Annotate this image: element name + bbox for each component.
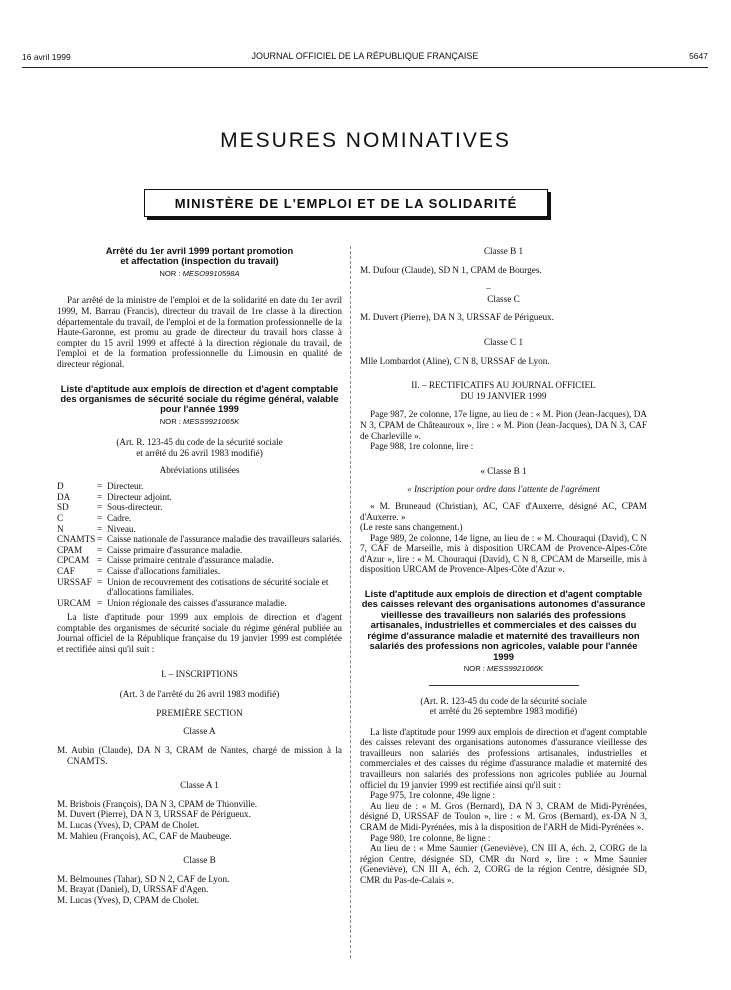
saunier-entry: Au lieu de : « Mme Saunier (Geneviève), CN III A, éch. 2, CORG de la région Centre, désignée SD, CMR du Nord », lire : « Mme Saunier (Geneviève), CN III A, éch. 2, CORG de la région Centre, désignée SD, CMR du Pas-de-Calais ».	[360, 843, 647, 885]
art-reference	[57, 437, 342, 458]
art-reference-line-2: et arrêté du 26 avril 1983 modifié)	[136, 447, 263, 458]
page980-ref: Page 980, 1re colonne, 8e ligne :	[370, 832, 491, 843]
abbr-equals: =	[97, 502, 103, 513]
abbr-equals: =	[97, 576, 103, 587]
abbr-code: CNAMTS	[57, 534, 96, 545]
nor-label: NOR :	[463, 663, 485, 673]
section-rectificatifs	[360, 380, 647, 401]
abbr-code: CPCAM	[57, 555, 90, 566]
abbr-equals: =	[97, 523, 103, 534]
art3-reference: (Art. 3 de l'arrêté du 26 avril 1983 modifié)	[119, 689, 280, 700]
list-item: M. Brayat (Daniel), D, URSSAF d'Agen.	[57, 884, 209, 895]
classe-c-heading: Classe C	[487, 293, 520, 304]
arrete-title-line-2: et affectation (inspection du travail)	[120, 255, 279, 267]
classe-b-heading: Classe B	[183, 855, 216, 866]
header-rule	[22, 67, 708, 68]
list-item: M. Belmounes (Tahar), SD N 2, CAF de Lyon.	[57, 873, 230, 884]
rectificatif-p3: Page 989, 2e colonne, 14e ligne, au lieu de : « M. Chouraqui (David), C N 7, CAF de Marseille, mis à disposition URCAM de Provence-Alpes-Côte d'Azur », lire : « M. Chouraqui (David), C N 8, CPCAM de Marseille, mis à disposition URCAM de Provence-Alpes-Côte d'Azur ».	[360, 532, 647, 575]
abbr-meaning: Niveau.	[107, 523, 136, 534]
abbr-code: CPAM	[57, 544, 83, 555]
list-item: M. Brisbois (François), DA N 3, CPAM de Thionville.	[57, 798, 258, 809]
abbr-equals: =	[97, 544, 103, 555]
classe-c-list	[360, 312, 647, 323]
abbr-equals: =	[97, 534, 103, 545]
art-reference-2-line-1: (Art. R. 123-45 du code de la sécurité sociale	[420, 695, 587, 706]
art-reference-2-line-2: et arrêté du 26 septembre 1983 modifié)	[429, 706, 578, 717]
list-item: M. Duvert (Pierre), DA N 3, URSSAF de Périgueux.	[57, 809, 251, 820]
abbr-code: SD	[57, 502, 69, 513]
classe-a1-heading: Classe A 1	[180, 780, 219, 791]
arrete-title-line-1: Arrêté du 1er avril 1999 portant promotion	[105, 245, 294, 256]
abbreviations-list	[57, 481, 342, 608]
ministry-box: MINISTÈRE DE L'EMPLOI ET DE LA SOLIDARITÉ	[144, 189, 548, 217]
rectificatif-p1: Page 987, 2e colonne, 17e ligne, au lieu de : « M. Pion (Jean-Jacques), DA N 3, CPAM de Châteauroux », lire : « M. Pion (Jean-Jacques), DA N 3, CAF de Charleville ».	[360, 409, 647, 441]
classe-c1-list	[360, 356, 647, 367]
liste2-title: Liste d'aptitude aux emplois de direction et d'agent comptable des caisses relevant des organisations autonomes d'assurance vieillesse des travailleurs non salariés des professions artisanales, industrielles et commerciales et des caisses du régime d'assurance maladie et maternité des travailleurs non salariés des professions non agricoles, valable pour l'année 1999	[361, 588, 646, 662]
column-separator	[350, 246, 351, 958]
abbr-meaning: Caisse d'allocations familiales.	[107, 565, 221, 576]
arrete-body: Par arrêté de la ministre de l'emploi et de la solidarité en date du 1er avril 1999, M. Barrau (Francis), directeur du travail de 1re classe à la direction départementale du travail, de l'emploi et de la formation professionnelle de la Haute-Garonne, est promu au grade de directeur du travail hors classe à compter du 15 avril 1999 et affecté à la direction régionale du travail, de l'emploi et de la formation professionnelle du Limousin en qualité de directeur régional.	[57, 295, 342, 369]
classe-b-list	[57, 874, 342, 906]
reste-sans-changement: (Le reste sans changement.)	[360, 522, 463, 533]
classe-b1-heading: Classe B 1	[483, 246, 524, 256]
abbr-code: URCAM	[57, 597, 91, 608]
section-rectificatifs-line-1: II. – RECTIFICATIFS AU JOURNAL OFFICIEL	[411, 380, 596, 391]
nor-line-2	[57, 417, 342, 428]
header-date: 16 avril 1999	[22, 52, 71, 62]
classe-b1-quote: « Classe B 1	[480, 465, 527, 476]
nor-label: NOR :	[159, 416, 181, 426]
nor-value: MESO9910598A	[182, 268, 240, 278]
liste-body: La liste d'aptitude pour 1999 aux emplois de direction et d'agent comptable des organismes de sécurité sociale du régime général publiée au Journal officiel de la République française du 19 janvier 1999 est complétée et rectifiée ainsi qu'il suit :	[57, 612, 342, 655]
nor-value: MESS9921066K	[487, 663, 544, 673]
arrete-title	[57, 246, 342, 267]
abbr-equals: =	[97, 491, 103, 502]
list-item: M. Dufour (Claude), SD N 1, CPAM de Bourges.	[360, 264, 542, 275]
liste-title: Liste d'aptitude aux emplois de direction et d'agent comptable des organismes de sécurité sociale du régime général, valable pour l'année 1999	[60, 382, 339, 415]
abbr-equals: =	[97, 481, 103, 492]
premiere-section: PREMIÈRE SECTION	[156, 707, 243, 718]
abbr-equals: =	[97, 555, 103, 566]
abbr-code: C	[57, 512, 64, 523]
classe-a1-list	[57, 799, 342, 841]
abbr-equals: =	[97, 597, 103, 608]
right-column	[360, 246, 647, 886]
list-item: M. Duvert (Pierre), DA N 3, URSSAF de Périgueux.	[360, 312, 554, 323]
classe-b1-list	[360, 265, 647, 276]
art-reference-2	[360, 696, 647, 717]
abbreviations-heading: Abréviations utilisées	[159, 464, 240, 475]
nor-label: NOR :	[159, 268, 181, 278]
header-page-number: 5647	[689, 51, 708, 61]
classe-c1-heading: Classe C 1	[483, 336, 524, 347]
abbr-meaning: Directeur adjoint.	[107, 491, 172, 502]
abbr-meaning: Caisse primaire centrale d'assurance maladie.	[107, 555, 274, 566]
abbr-equals: =	[97, 565, 103, 576]
abbr-meaning: Caisse primaire d'assurance maladie.	[107, 544, 243, 555]
separator-mark: –	[486, 283, 491, 294]
abbr-meaning: Union de recouvrement des cotisations de sécurité sociale et d'allocations familiales.	[107, 576, 329, 598]
nor-value: MESS9921065K	[183, 416, 240, 426]
left-column	[57, 246, 342, 906]
abbr-code: CAF	[57, 565, 75, 576]
gros-entry: Au lieu de : « M. Gros (Bernard), DA N 3, CRAM de Midi-Pyrénées, désigné D, URSSAF de Toulon », lire : « M. Gros (Bernard), ex-DA N 3, CRAM de Midi-Pyrénées, mis à la disposition de l'ARH de Midi-Pyrénées ».	[360, 800, 647, 833]
page975-ref: Page 975, 1re colonne, 49e ligne :	[370, 790, 496, 801]
abbr-meaning: Sous-directeur.	[107, 502, 163, 513]
nor-line-1	[57, 269, 342, 280]
section-inscriptions: I. – INSCRIPTIONS	[161, 668, 238, 679]
header-journal: JOURNAL OFFICIEL DE LA RÉPUBLIQUE FRANÇAISE	[251, 51, 479, 61]
abbr-meaning: Directeur.	[107, 481, 144, 492]
classe-a-list	[57, 745, 342, 766]
rectificatif-p2: Page 988, 1re colonne, lire :	[370, 441, 474, 452]
abbr-meaning: Cadre.	[107, 512, 132, 523]
list-item: Mlle Lombardot (Aline), C N 8, URSSAF de Lyon.	[360, 355, 550, 366]
nor-line-3	[360, 664, 647, 675]
list-item: M. Lucas (Yves), D, CPAM de Cholet.	[57, 820, 200, 830]
liste2-body: La liste d'aptitude pour 1999 aux emplois de direction et d'agent comptable des caisses relevant des organisations autonomes d'assurance vieillesse des travailleurs non salariés des professions artisanales, industrielles et commerciales et des caisses du régime d'assurance maladie et maternité des travailleurs non salariés des professions non agricoles publiée au Journal officiel du 19 janvier 1999 est rectifiée ainsi qu'il suit :	[360, 726, 647, 790]
page-header	[22, 50, 708, 64]
abbr-meaning: Union régionale des caisses d'assurance maladie.	[107, 597, 287, 608]
list-item: M. Lucas (Yves), D, CPAM de Cholet.	[57, 894, 200, 905]
inscription-attente: « Inscription pour ordre dans l'attente de l'agrément	[407, 484, 600, 495]
abbr-code: URSSAF	[57, 576, 92, 587]
classe-a-heading: Classe A	[183, 726, 216, 737]
abbr-code: D	[57, 481, 64, 492]
art-reference-line-1: (Art. R. 123-45 du code de la sécurité sociale	[116, 437, 283, 448]
abbr-meaning: Caisse nationale de l'assurance maladie des travailleurs salariés.	[107, 534, 342, 545]
abbr-code: N	[57, 523, 64, 534]
section-rectificatifs-line-2: DU 19 JANVIER 1999	[460, 390, 547, 401]
abbr-code: DA	[57, 491, 71, 502]
main-title: MESURES NOMINATIVES	[220, 129, 511, 152]
bruneaud-entry: « M. Bruneaud (Christian), AC, CAF d'Auxerre, désigné AC, CPAM d'Auxerre. »	[360, 500, 647, 522]
abbr-equals: =	[97, 512, 103, 523]
list-item: M. Aubin (Claude), DA N 3, CRAM de Nantes, chargé de mission à la CNAMTS.	[57, 745, 342, 766]
list-item: M. Mahieu (François), AC, CAF de Maubeuge.	[57, 830, 232, 841]
